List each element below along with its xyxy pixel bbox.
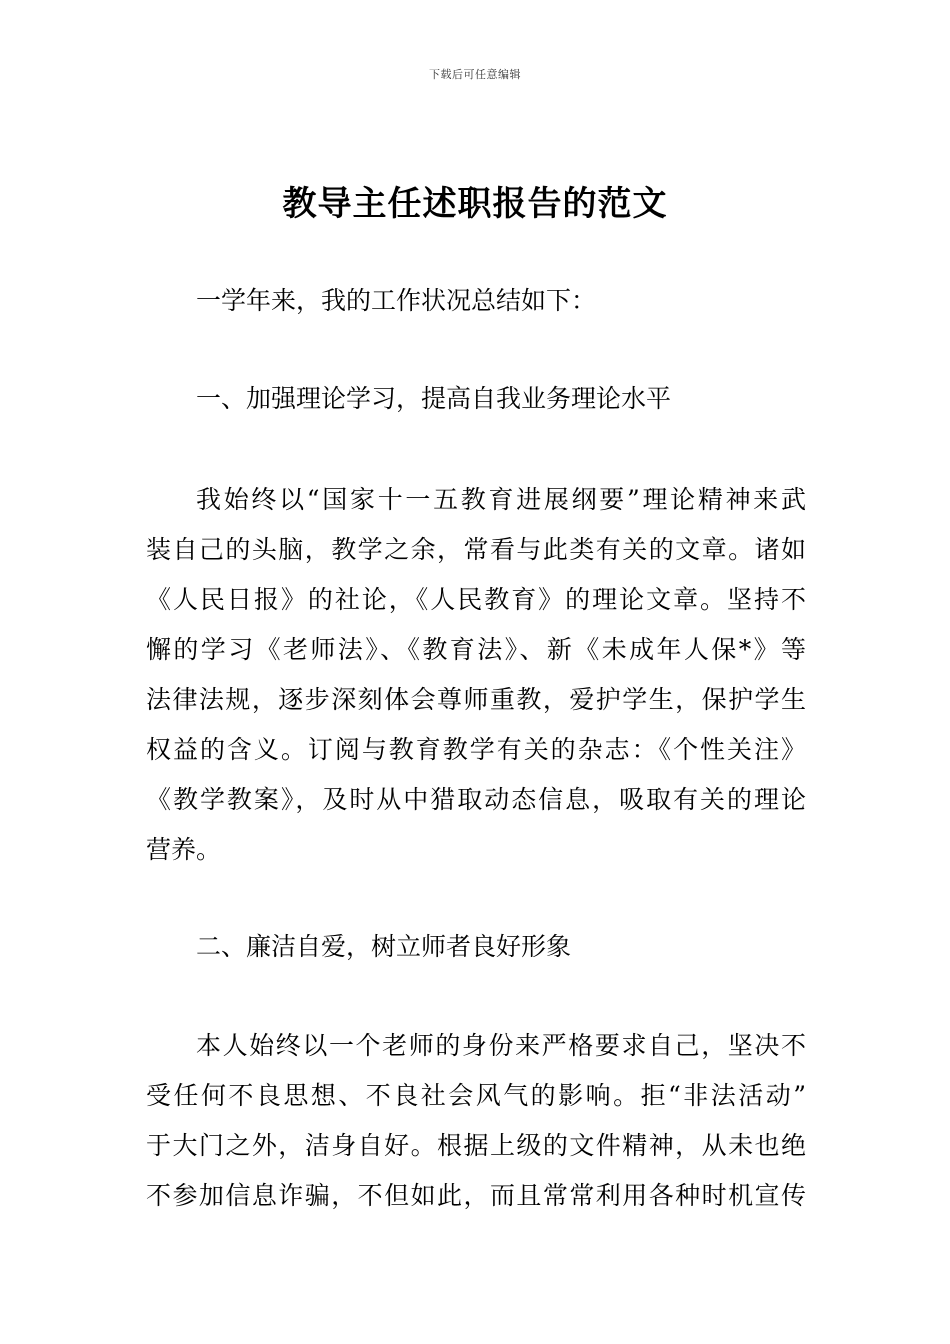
paragraph-line: 我始终以“国家十一五教育进展纲要”理论精神来武 bbox=[196, 485, 806, 514]
paragraph-line: 法律法规，逐步深刻体会尊师重教，爱护学生，保护学生 bbox=[146, 685, 806, 714]
section-1-paragraph bbox=[146, 475, 806, 875]
paragraph-line: 《教学教案》，及时从中猎取动态信息，吸取有关的理论 bbox=[146, 785, 806, 814]
header-note: 下载后可任意编辑 bbox=[429, 68, 521, 81]
paragraph-line: 不参加信息诈骗，不但如此，而且常常利用各种时机宣传 bbox=[146, 1181, 806, 1210]
paragraph-line: 受任何不良思想、不良社会风气的影响。拒“非法活动” bbox=[146, 1081, 806, 1110]
paragraph-line: 装自己的头脑，教学之余，常看与此类有关的文章。诸如 bbox=[146, 535, 806, 564]
section-1-heading: 一、加强理论学习，提高自我业务理论水平 bbox=[196, 384, 672, 413]
paragraph-line: 懈的学习《老师法》、《教育法》、新《未成年人保*》等 bbox=[146, 635, 806, 664]
document-title: 教导主任述职报告的范文 bbox=[282, 184, 668, 224]
paragraph-line: 于大门之外，洁身自好。根据上级的文件精神，从未也绝 bbox=[146, 1131, 806, 1160]
paragraph-line: 本人始终以一个老师的身份来严格要求自己，坚决不 bbox=[196, 1031, 806, 1060]
paragraph-line: 《人民日报》的社论，《人民教育》的理论文章。坚持不 bbox=[146, 585, 806, 614]
paragraph-line: 营养。 bbox=[146, 835, 222, 864]
section-2-heading: 二、廉洁自爱，树立师者良好形象 bbox=[196, 932, 572, 961]
intro-paragraph: 一学年来，我的工作状况总结如下： bbox=[196, 286, 597, 315]
section-2-paragraph bbox=[146, 1021, 806, 1221]
paragraph-line: 权益的含义。订阅与教育教学有关的杂志：《个性关注》 bbox=[146, 735, 806, 764]
